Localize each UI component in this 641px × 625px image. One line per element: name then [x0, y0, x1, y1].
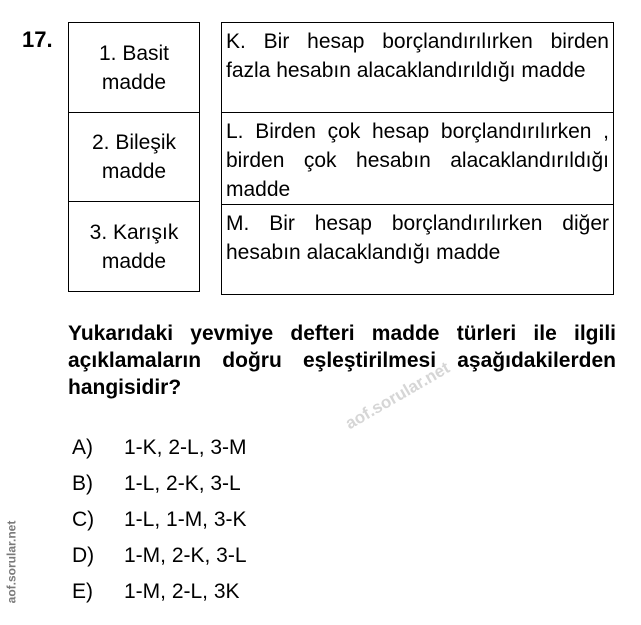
option-letter: A) — [72, 436, 93, 459]
item-label: 2. Bileşik — [91, 131, 177, 154]
option-letter: B) — [72, 472, 93, 495]
description-row — [222, 23, 614, 113]
answer-option-d[interactable] — [72, 538, 247, 574]
watermark: aof.sorular.net — [342, 358, 453, 434]
item-label-sub: madde — [101, 160, 167, 183]
description-cell: L. Birden çok hesap borçlandırılırken , birden çok hesabın alacaklandırıldığı madde — [222, 113, 614, 205]
answer-option-b[interactable] — [72, 466, 247, 502]
item-row — [69, 113, 200, 202]
description-row — [222, 205, 614, 295]
item-cell — [69, 113, 200, 202]
item-label: 3. Karışık — [89, 220, 179, 244]
question-number: 17. — [22, 27, 53, 52]
item-row — [69, 23, 200, 113]
option-text: 1-L, 1-M, 3-K — [124, 508, 247, 531]
item-label: 1. Basit — [98, 41, 170, 65]
item-label-sub: madde — [101, 70, 167, 94]
option-letter: C) — [72, 508, 95, 531]
option-text: 1-K, 2-L, 3-M — [124, 436, 247, 459]
option-text: 1-M, 2-L, 3K — [124, 580, 240, 603]
item-cell — [69, 23, 200, 113]
item-cell — [69, 202, 200, 292]
description-row — [222, 113, 614, 205]
item-row — [69, 202, 200, 292]
answer-options — [72, 430, 247, 610]
description-cell: M. Bir hesap borçlandırılırken diğer hesabın alacaklandığı madde — [222, 205, 614, 295]
item-label-sub: madde — [101, 249, 167, 273]
answer-option-e[interactable] — [72, 574, 247, 610]
question-text: Yukarıdaki yevmiye defteri madde türleri ile ilgili açıklamaların doğru eşleştirilmesi aşağıdakilerden hangisidir? — [68, 322, 616, 399]
answer-option-c[interactable] — [72, 502, 247, 538]
side-watermark: aof.sorular.net — [4, 520, 19, 604]
description-table — [221, 22, 614, 295]
option-letter: D) — [72, 544, 95, 567]
option-letter: E) — [72, 580, 93, 603]
option-text: 1-M, 2-K, 3-L — [124, 544, 247, 567]
item-list-table — [68, 22, 200, 292]
answer-option-a[interactable] — [72, 430, 247, 466]
option-text: 1-L, 2-K, 3-L — [124, 472, 241, 495]
description-cell: K. Bir hesap borçlandırılırken birden fazla hesabın alacaklandırıldığı madde — [222, 23, 614, 113]
